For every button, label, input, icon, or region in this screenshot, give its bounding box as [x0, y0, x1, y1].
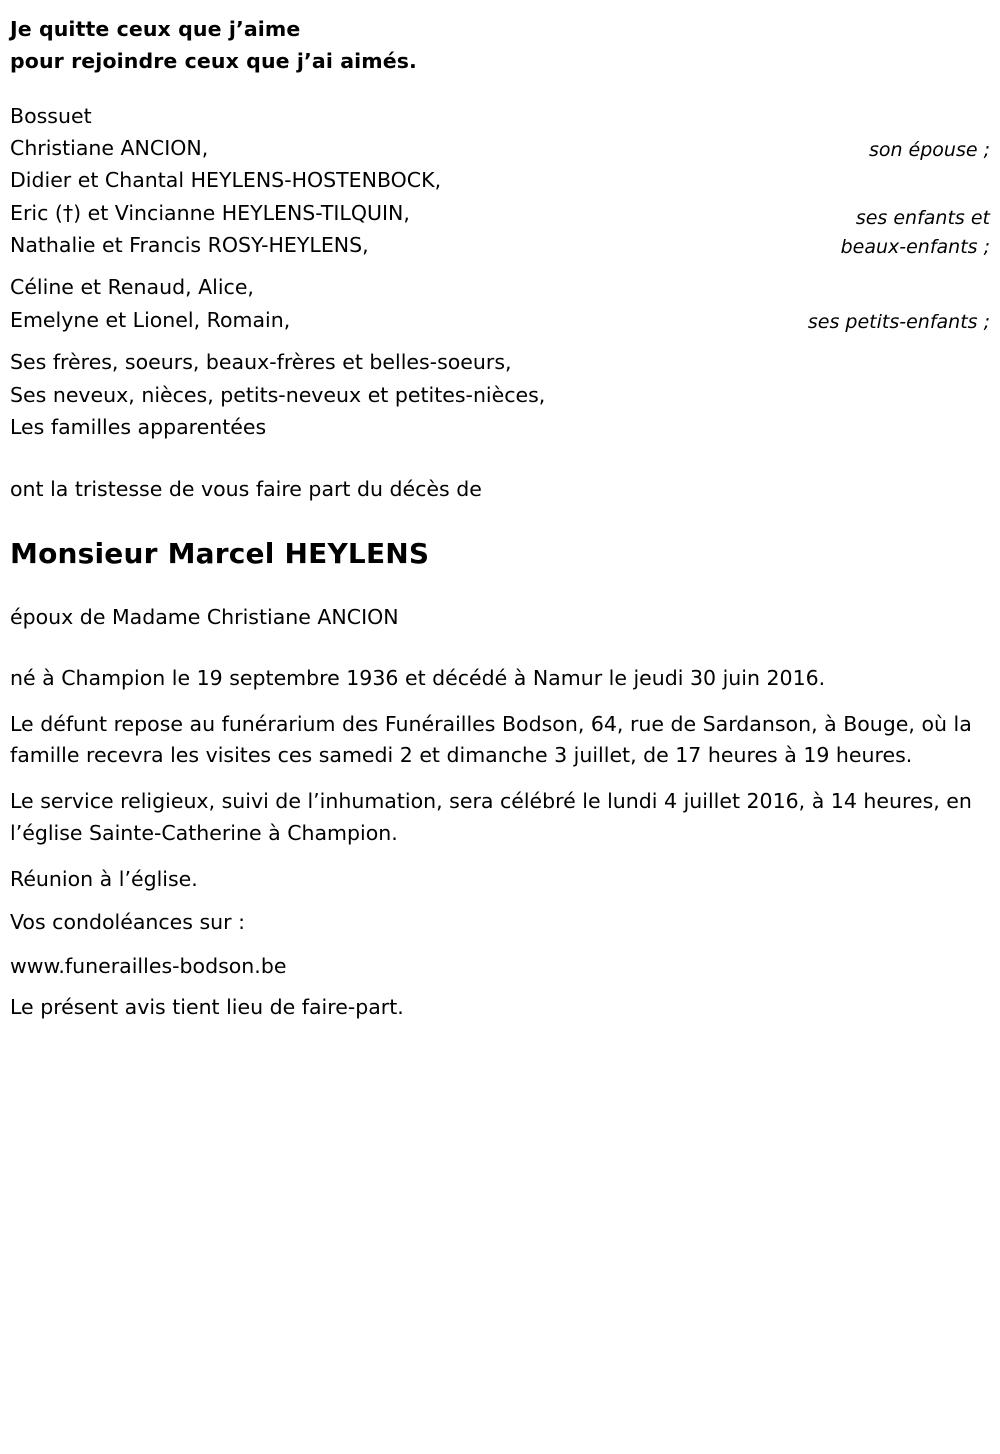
spouse-of-line: époux de Madame Christiane ANCION — [10, 605, 399, 630]
family-role — [849, 136, 990, 165]
detail-paragraph-reunion: Réunion à l’église. — [10, 866, 198, 891]
spacer — [10, 982, 990, 992]
spacer — [10, 506, 990, 536]
family-group-spouse — [10, 132, 990, 164]
family-group-grandchildren — [10, 271, 990, 336]
footer-note: Le présent avis tient lieu de faire-part. — [10, 994, 404, 1019]
detail-paragraph-condolences: Vos condoléances sur : — [10, 910, 245, 935]
family-names — [10, 271, 290, 336]
family-role-line: son épouse ; — [868, 138, 990, 161]
family-name-line: Céline et Renaud, Alice, — [10, 275, 254, 300]
quote-author: Bossuet — [10, 103, 92, 128]
deceased-name: Monsieur Marcel HEYLENS — [10, 536, 430, 570]
family-group-children — [10, 164, 990, 261]
family-name-line: Eric (†) et Vincianne HEYLENS-TILQUIN, — [10, 200, 410, 225]
detail-paragraph-funerarium: Le défunt repose au funérarium des Funérailles Bodson, 64, rue de Sardanson, à Bouge, où la famille recevra les visites ces samedi 2 et dimanche 3 juillet, de 17 heures à 19 heures. — [10, 711, 972, 768]
family-names — [10, 132, 208, 164]
quote-line-1: Je quitte ceux que j’aime — [10, 17, 301, 41]
spacer — [10, 443, 990, 473]
family-names — [10, 164, 441, 261]
family-role — [821, 204, 990, 261]
family-role-line: ses enfants et — [855, 207, 990, 230]
family-role-line: beaux-enfants ; — [840, 235, 990, 258]
detail-paragraph-service: Le service religieux, suivi de l’inhumation, sera célébré le lundi 4 juillet 2016, à 14 heures, en l’église Sainte-Catherine à Champion. — [10, 789, 972, 845]
relatives-line: Ses frères, soeurs, beaux-frères et belles-soeurs, — [10, 350, 512, 375]
spacer — [10, 261, 990, 271]
relatives-line: Les familles apparentées — [10, 414, 267, 439]
family-name-line: Didier et Chantal HEYLENS-HOSTENBOCK, — [10, 168, 442, 193]
intro-line: ont la tristesse de vous faire part du décès de — [10, 477, 482, 502]
condolences-website-link[interactable]: www.funerailles-bodson.be — [10, 954, 287, 979]
family-name-line: Christiane ANCION, — [10, 135, 209, 160]
spacer — [10, 336, 990, 346]
family-name-line: Nathalie et Francis ROSY-HEYLENS, — [10, 233, 369, 258]
family-role-line: ses petits-enfants ; — [807, 310, 990, 333]
relatives-line: Ses neveux, nièces, petits-neveux et petites-nièces, — [10, 382, 546, 407]
quote-line-2: pour rejoindre ceux que j’ai aimés. — [10, 48, 417, 73]
spacer — [10, 78, 990, 100]
spacer — [10, 633, 990, 663]
family-name-line: Emelyne et Lionel, Romain, — [10, 307, 291, 332]
detail-paragraph-birth-death: né à Champion le 19 septembre 1936 et décédé à Namur le jeudi 30 juin 2016. — [10, 665, 826, 690]
spacer — [10, 572, 990, 602]
family-role — [788, 308, 990, 337]
